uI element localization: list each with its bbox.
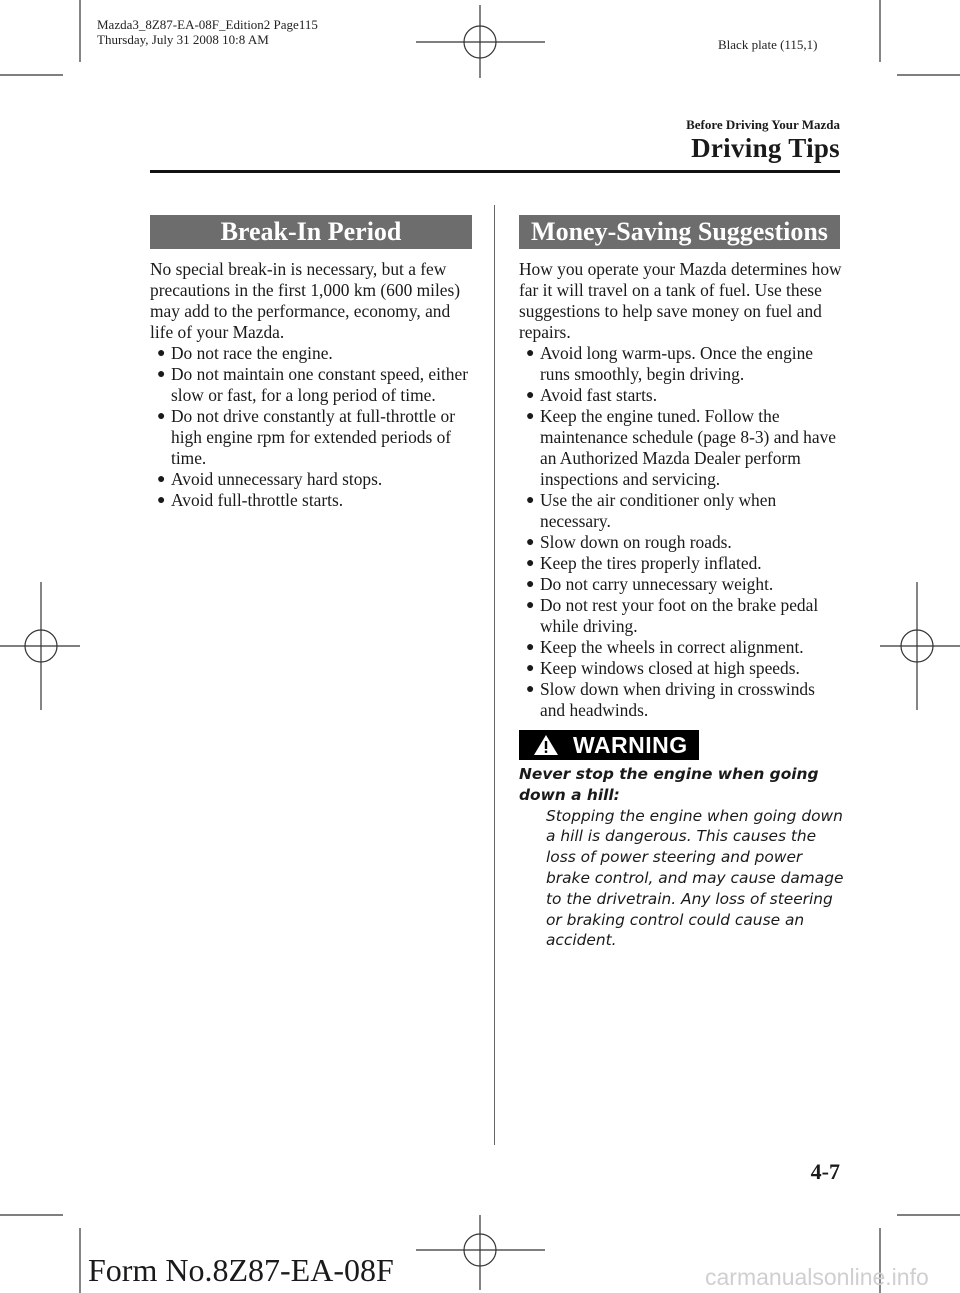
break-in-heading: Break-In Period xyxy=(150,215,472,249)
money-saving-intro: How you operate your Mazda determines how far it will travel on a tank of fuel. Use these suggestions to help save money on fuel and repairs. xyxy=(519,259,842,342)
warning-label: WARNING xyxy=(573,732,688,758)
warning-lead: Never stop the engine when going down a hill: xyxy=(519,765,819,804)
break-in-list xyxy=(150,343,475,511)
list-item: ● Avoid unnecessary hard stops. xyxy=(157,469,383,489)
list-item: ● Do not rest your foot on the brake pedal while driving. xyxy=(526,595,819,636)
list-item: ● Use the air conditioner only when necessary. xyxy=(526,490,777,531)
bullet-icon: ● xyxy=(526,556,535,571)
form-number: Form No.8Z87-EA-08F xyxy=(88,1252,394,1288)
warning-body: Stopping the engine when going down a hill is dangerous. This causes the loss of power steering and power brake control, and may cause damage to the drivetrain. Any loss of steering or braking control could cause an accident. xyxy=(546,806,844,950)
bullet-icon: ● xyxy=(526,346,535,361)
warning-triangle-icon xyxy=(533,734,559,756)
bullet-icon: ● xyxy=(526,577,535,592)
list-item: ● Avoid fast starts. xyxy=(526,385,658,405)
header-rule xyxy=(150,170,840,173)
bullet-icon: ● xyxy=(157,346,166,361)
list-item: ● Avoid full-throttle starts. xyxy=(157,490,344,510)
black-plate-label: Black plate (115,1) xyxy=(718,37,818,52)
section-label: Before Driving Your Mazda xyxy=(686,117,840,132)
bullet-icon: ● xyxy=(526,598,535,613)
print-job-line1: Mazda3_8Z87-EA-08F_Edition2 Page115 xyxy=(97,17,318,32)
bullet-icon: ● xyxy=(526,493,535,508)
bullet-icon: ● xyxy=(526,388,535,403)
warning-text xyxy=(519,764,849,951)
list-item: ● Slow down when driving in crosswinds and headwinds. xyxy=(526,679,815,720)
list-item: ● Do not maintain one constant speed, either slow or fast, for a long period of time. xyxy=(157,364,469,405)
page-title: Driving Tips xyxy=(691,133,840,163)
bullet-icon: ● xyxy=(526,535,535,550)
bullet-icon: ● xyxy=(157,409,166,424)
bullet-icon: ● xyxy=(157,472,166,487)
print-job-line2: Thursday, July 31 2008 10:8 AM xyxy=(97,32,269,47)
watermark: carmanualsonline.info xyxy=(705,1264,929,1290)
bullet-icon: ● xyxy=(526,409,535,424)
list-item: ● Keep windows closed at high speeds. xyxy=(526,658,800,678)
list-item: ● Do not carry unnecessary weight. xyxy=(526,574,774,594)
break-in-intro: No special break-in is necessary, but a few precautions in the first 1,000 km (600 miles) may add to the performance, economy, and life of your Mazda. xyxy=(150,259,461,342)
list-item: ● Keep the engine tuned. Follow the maintenance schedule (page 8-3) and have an Authorized Mazda Dealer perform inspections and servicing. xyxy=(526,406,836,489)
page-number: 4-7 xyxy=(810,1159,840,1184)
break-in-section xyxy=(150,259,475,511)
list-item: ● Do not race the engine. xyxy=(157,343,333,363)
bullet-icon: ● xyxy=(157,493,166,508)
bullet-icon: ● xyxy=(526,682,535,697)
list-item: ● Do not drive constantly at full-throttle or high engine rpm for extended periods of time. xyxy=(157,406,455,468)
money-saving-heading: Money-Saving Suggestions xyxy=(519,215,840,249)
warning-badge xyxy=(519,730,699,760)
money-saving-section xyxy=(519,259,844,721)
bullet-icon: ● xyxy=(526,640,535,655)
list-item: ● Keep the wheels in correct alignment. xyxy=(526,637,804,657)
bullet-icon: ● xyxy=(526,661,535,676)
bullet-icon: ● xyxy=(157,367,166,382)
column-divider xyxy=(494,205,495,1145)
list-item: ● Slow down on rough roads. xyxy=(526,532,732,552)
list-item: ● Avoid long warm-ups. Once the engine runs smoothly, begin driving. xyxy=(526,343,814,384)
list-item: ● Keep the tires properly inflated. xyxy=(526,553,762,573)
money-saving-list xyxy=(519,343,844,721)
